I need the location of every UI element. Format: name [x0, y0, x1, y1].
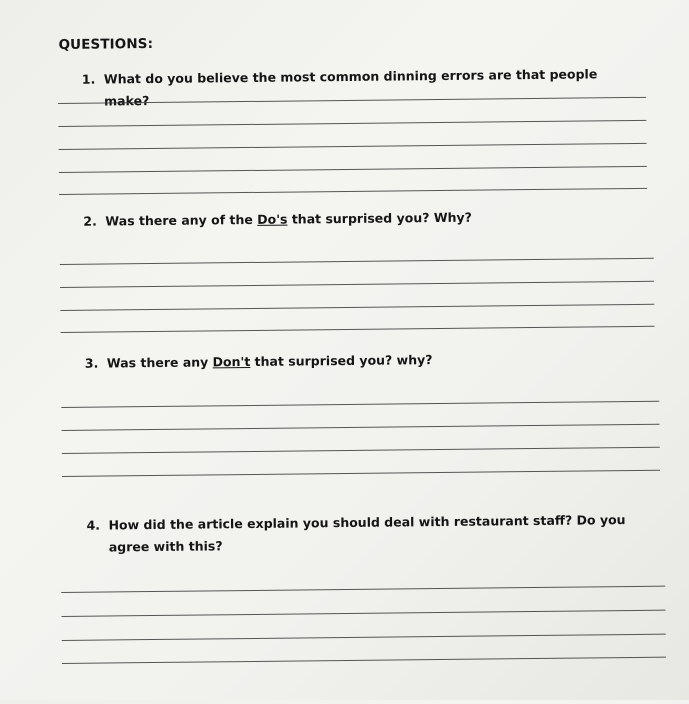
question-2-text-before: Was there any of the — [105, 211, 258, 229]
question-1-text-before: What do you believe the most common dinning errors are that people make? — [103, 66, 598, 109]
question-3 — [85, 347, 645, 375]
question-2 — [83, 205, 643, 233]
question-3-text-after: that surprised you? why? — [250, 352, 433, 369]
answer-line — [62, 447, 660, 454]
questions-heading: QUESTIONS: — [58, 35, 154, 53]
question-3-number: 3. — [84, 355, 99, 371]
answer-line — [60, 258, 654, 265]
question-1-number: 1. — [81, 71, 96, 87]
question-4-text — [108, 509, 636, 559]
question-2-number: 2. — [83, 213, 97, 229]
question-2-text-after: that surprised you? Why? — [287, 209, 472, 227]
answer-line — [61, 586, 665, 593]
question-1 — [82, 63, 642, 113]
answer-line — [62, 470, 660, 477]
answer-line — [62, 634, 666, 641]
answer-line — [62, 424, 660, 431]
answer-line — [59, 188, 647, 195]
question-4-text-before: How did the article explain you should deal with restaurant staff? Do you agree with this? — [108, 512, 626, 555]
question-4 — [86, 509, 646, 559]
donts-emphasis: Don't — [212, 353, 251, 370]
answer-line — [60, 281, 654, 288]
answer-line — [58, 120, 646, 127]
dos-emphasis: Do's — [257, 211, 288, 227]
answer-line — [60, 304, 654, 311]
question-1-text — [104, 63, 632, 113]
answer-line — [61, 326, 655, 333]
question-2-text — [105, 205, 633, 233]
question-3-text — [107, 347, 635, 375]
answer-line — [62, 657, 666, 664]
question-3-text-before: Was there any — [106, 354, 213, 371]
question-4-number: 4. — [86, 517, 101, 533]
answer-line — [61, 401, 659, 408]
answer-line — [62, 610, 666, 617]
answer-line — [59, 166, 647, 173]
answer-line — [59, 143, 647, 150]
